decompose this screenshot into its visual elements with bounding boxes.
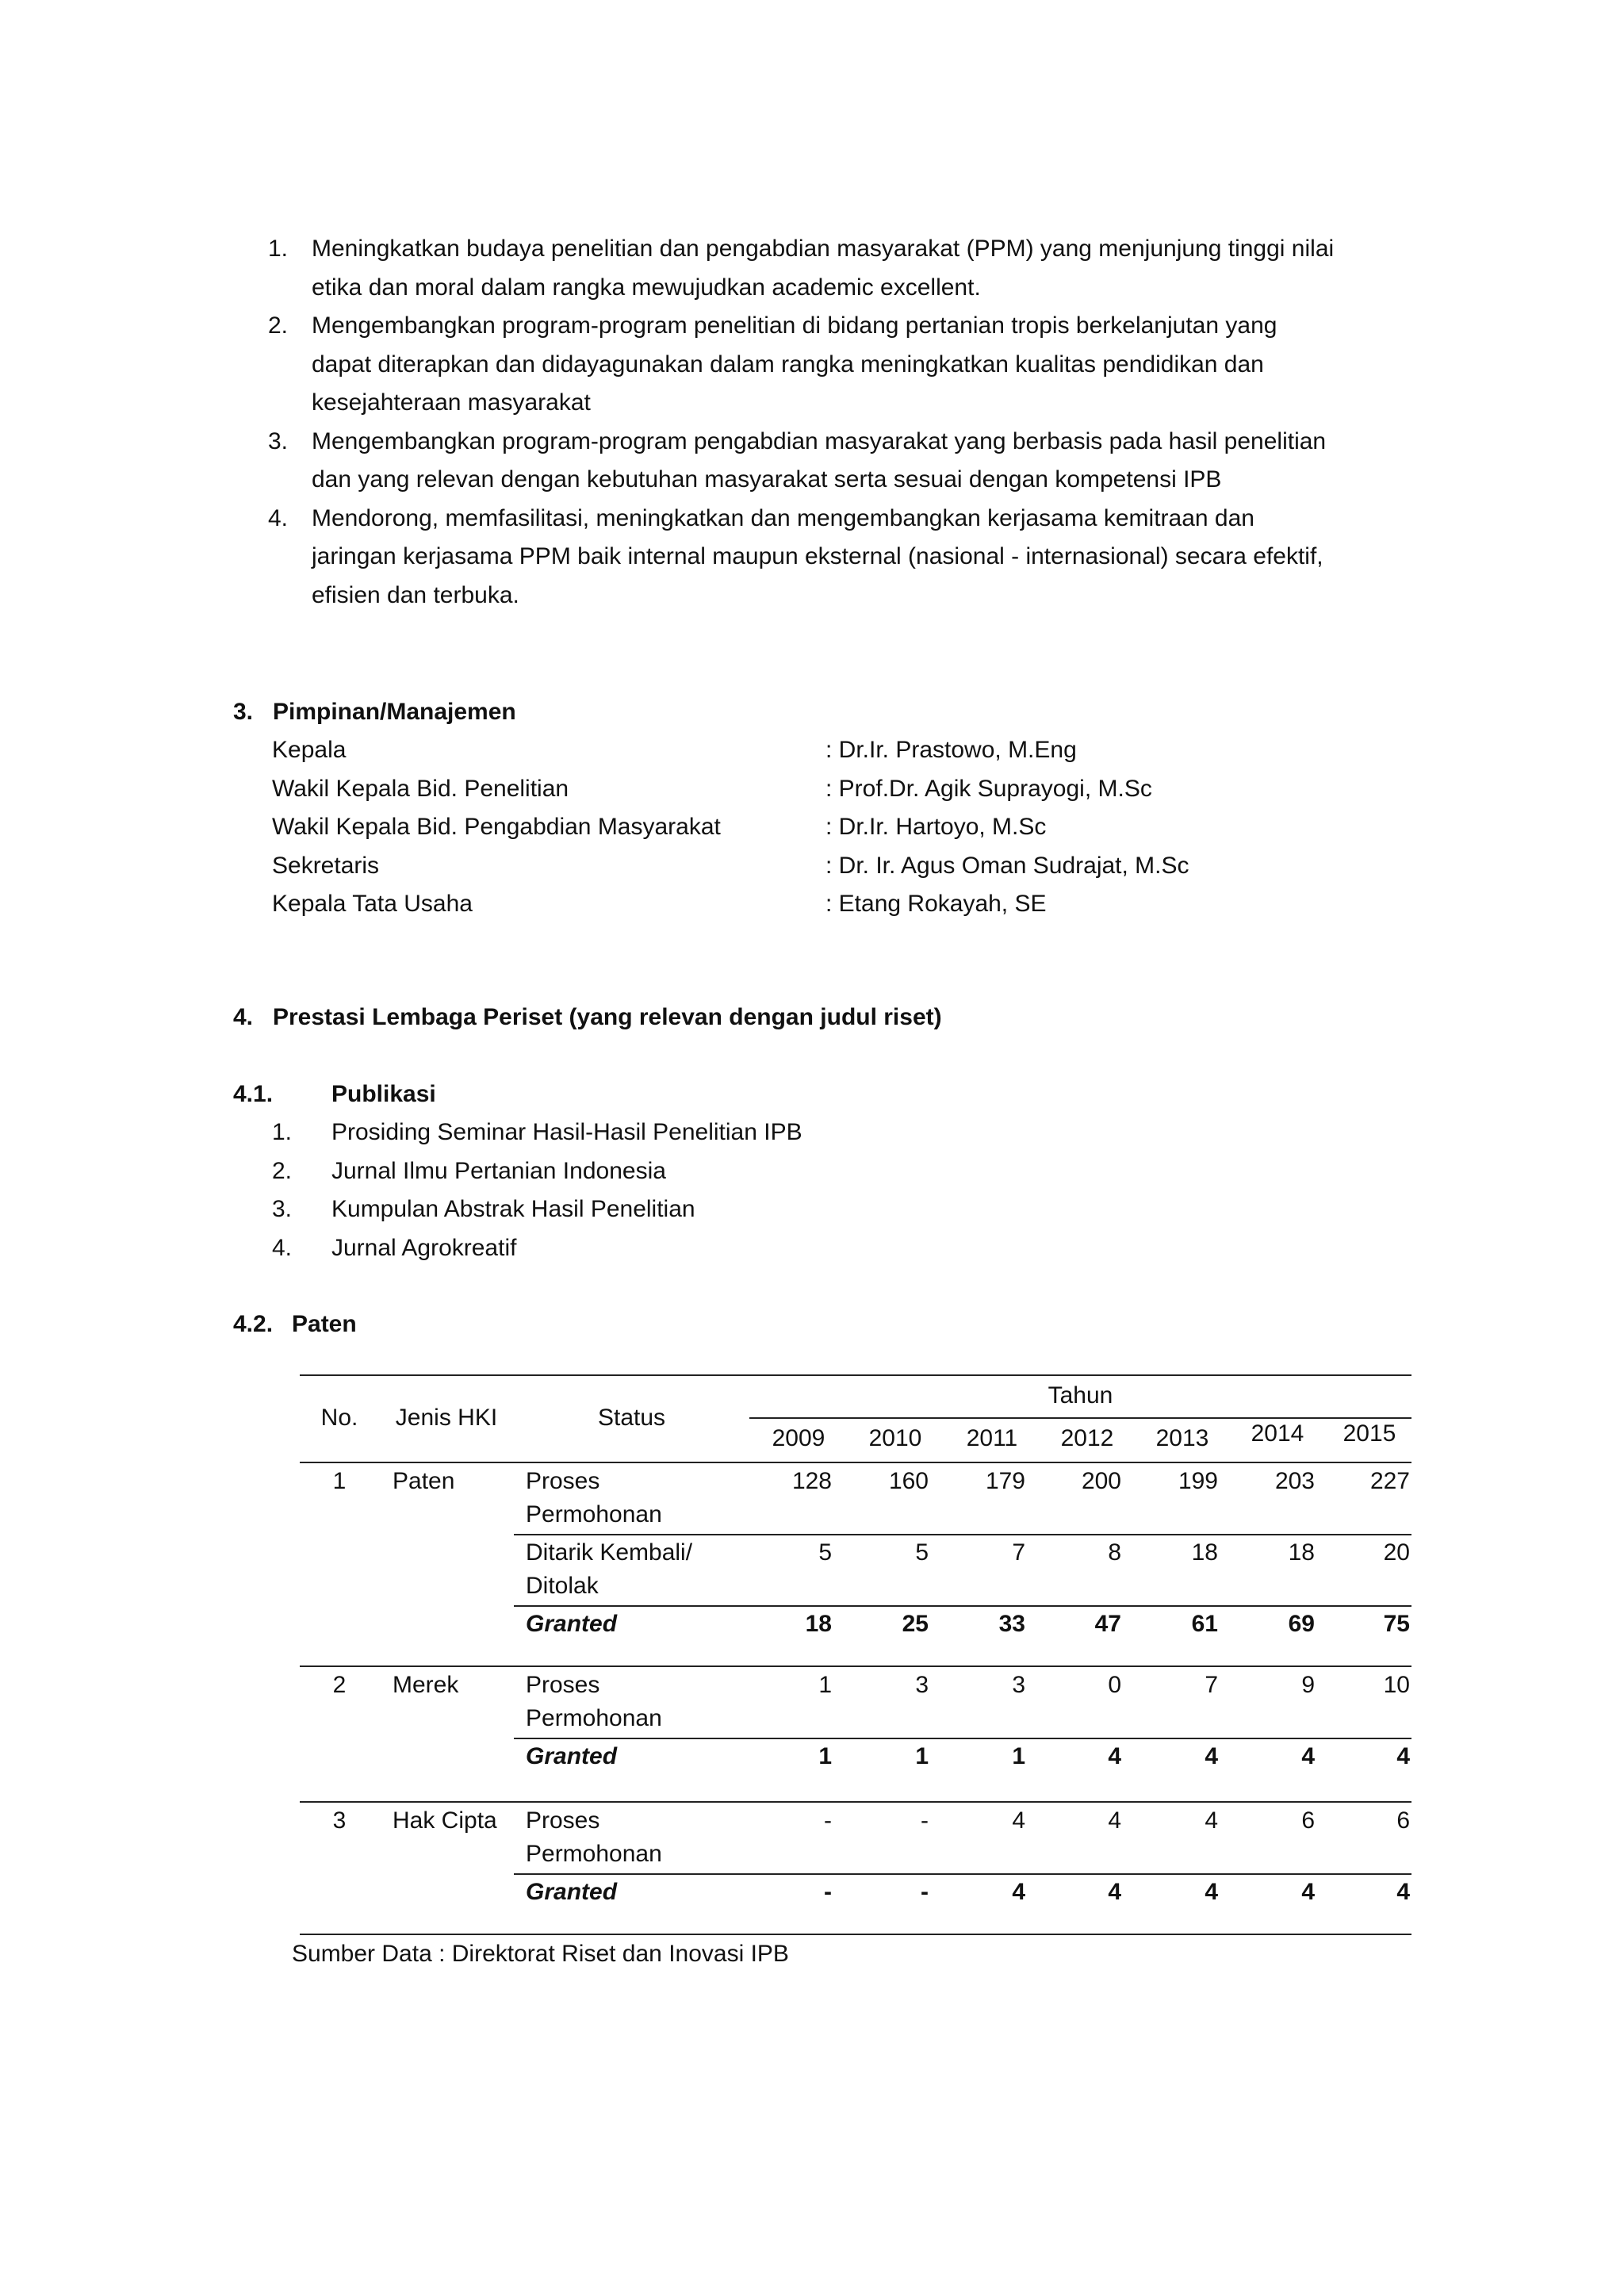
table-cell-value: 61 [1191,1611,1218,1637]
list-item-number: 1. [268,236,289,262]
section-3-title [233,693,516,731]
header-status: Status [597,1405,666,1431]
section-number: 3. [233,699,254,725]
section-4-2-title [233,1305,357,1343]
row-jenis-hki: Paten [393,1468,455,1494]
table-cell-value: 18 [805,1611,832,1637]
status-line: Granted [526,1611,618,1637]
table-cell-value: 6 [1396,1807,1410,1834]
table-cell-value: 4 [1012,1807,1025,1834]
management-row [272,731,1303,770]
status-line: Granted [526,1879,618,1905]
table-cell-value: 1 [818,1743,832,1769]
table-cell-value: 160 [888,1468,929,1494]
list-item-line: Mengembangkan program-program pengabdian masyarakat yang berbasis pada hasil penelitian [312,427,1327,454]
row-separator [514,1534,1411,1535]
header-year: 2013 [1155,1425,1209,1451]
table-cell-value: 7 [1205,1672,1218,1698]
table-cell-value: 4 [1108,1743,1121,1769]
header-tahun: Tahun [1048,1382,1113,1409]
table-cell-value: 4 [1205,1807,1218,1834]
table-cell-value: - [824,1879,832,1905]
table-cell-value: 1 [818,1672,832,1698]
table-cell-value: 20 [1383,1539,1410,1566]
table-cell-value: 3 [915,1672,929,1698]
table-source-note: Sumber Data : Direktorat Riset dan Inovasi IPB [292,1941,789,1967]
status-label [526,1465,662,1531]
management-row [272,847,1303,886]
table-cell-value: 4 [1205,1879,1218,1905]
status-granted [526,1740,617,1773]
table-cell-value: 1 [915,1743,929,1769]
status-line: Ditarik Kembali/ [526,1539,693,1566]
table-cell-value: 25 [902,1611,929,1637]
list-item-line: dapat diterapkan dan didayagunakan dalam rangka meningkatkan kualitas pendidikan dan [312,351,1264,378]
publication-title: Jurnal Agrokreatif [331,1234,517,1261]
status-line: Granted [526,1743,618,1769]
management-role: Kepala [272,737,347,763]
table-cell-value: 199 [1178,1468,1218,1494]
table-cell-value: 69 [1288,1611,1315,1637]
management-role: Wakil Kepala Bid. Pengabdian Masyarakat [272,814,721,840]
table-cell-value: - [921,1807,929,1834]
section-title-text: Paten [292,1311,357,1337]
management-name: : Dr.Ir. Hartoyo, M.Sc [825,814,1047,840]
list-item-line: etika dan moral dalam rangka mewujudkan academic excellent. [312,274,981,301]
status-line: Proses [526,1672,600,1698]
publication-title: Prosiding Seminar Hasil-Hasil Penelitian IPB [331,1119,802,1145]
publication-item [272,1152,802,1191]
table-cell-value: 4 [1301,1743,1315,1769]
management-name: : Etang Rokayah, SE [825,891,1047,917]
list-item [268,423,1394,500]
table-cell-value: 4 [1301,1879,1315,1905]
publication-list [272,1114,802,1267]
list-item-line: jaringan kerjasama PPM baik internal maupun eksternal (nasional - internasional) secara efektif, [312,543,1323,569]
table-cell-value: 4 [1108,1807,1121,1834]
row-jenis-hki: Hak Cipta [393,1807,497,1834]
header-year: 2010 [868,1425,922,1451]
status-label [526,1804,662,1871]
list-item-number: 2. [268,312,289,339]
table-cell-value: 4 [1012,1879,1025,1905]
table-cell-value: 18 [1191,1539,1218,1566]
publication-title: Jurnal Ilmu Pertanian Indonesia [331,1157,666,1184]
list-item-line: dan yang relevan dengan kebutuhan masyarakat serta sesuai dengan kompetensi IPB [312,466,1222,493]
table-cell-value: - [921,1879,929,1905]
status-line: Ditolak [526,1573,599,1599]
header-no: No. [320,1405,358,1431]
table-cell-value: 4 [1205,1743,1218,1769]
row-separator [514,1738,1411,1739]
list-item-line: Meningkatkan budaya penelitian dan pengabdian masyarakat (PPM) yang menjunjung tinggi nilai [312,236,1335,262]
group-separator [300,1801,1411,1803]
mission-list [268,230,1394,615]
list-item [268,500,1394,615]
list-item-line: Mendorong, memfasilitasi, meningkatkan dan mengembangkan kerjasama kemitraan dan [312,504,1254,531]
table-cell-value: 5 [818,1539,832,1566]
table-cell-value: 203 [1274,1468,1315,1494]
publication-number: 4. [272,1234,293,1261]
status-label [526,1669,662,1735]
management-row [272,885,1303,924]
list-item [268,307,1394,423]
management-row [272,770,1303,809]
status-granted [526,1876,617,1909]
table-cell-value: 3 [1012,1672,1025,1698]
table-cell-value: - [824,1807,832,1834]
header-year: 2012 [1060,1425,1114,1451]
section-number: 4.2. [233,1311,274,1337]
status-line: Permohonan [526,1841,662,1867]
section-title-text: Publikasi [331,1081,436,1107]
table-cell-value: 10 [1383,1672,1410,1698]
table-cell-value: 7 [1012,1539,1025,1566]
row-separator [514,1873,1411,1875]
section-title-text: Prestasi Lembaga Periset (yang relevan dengan judul riset) [273,1004,942,1030]
management-name: : Dr.Ir. Prastowo, M.Eng [825,737,1077,763]
status-label [526,1536,692,1603]
publication-number: 1. [272,1119,293,1145]
table-cell-value: 4 [1396,1879,1410,1905]
row-separator [514,1605,1411,1607]
section-number: 4.1. [233,1081,274,1107]
header-year: 2011 [966,1425,1018,1451]
table-cell-value: 128 [791,1468,832,1494]
header-year: 2015 [1342,1420,1396,1447]
table-cell-value: 9 [1301,1672,1315,1698]
section-4-1-title [233,1075,436,1114]
table-cell-value: 4 [1396,1743,1410,1769]
publication-item [272,1114,802,1152]
management-role: Sekretaris [272,852,380,879]
list-item-number: 4. [268,504,289,531]
header-bottom-rule [300,1462,1411,1463]
publication-item [272,1229,802,1268]
table-cell-value: 1 [1012,1743,1025,1769]
section-4-title [233,999,942,1037]
table-cell-value: 179 [985,1468,1025,1494]
status-line: Permohonan [526,1705,662,1731]
table-cell-value: 33 [998,1611,1025,1637]
management-name: : Prof.Dr. Agik Suprayogi, M.Sc [825,775,1152,802]
publication-number: 2. [272,1157,293,1184]
list-item-line: efisien dan terbuka. [312,581,519,608]
table-cell-value: 18 [1288,1539,1315,1566]
status-line: Proses [526,1468,600,1494]
row-number: 1 [332,1468,347,1494]
management-role: Kepala Tata Usaha [272,891,473,917]
publication-title: Kumpulan Abstrak Hasil Penelitian [331,1196,695,1222]
table-cell-value: 5 [915,1539,929,1566]
patent-table [300,1374,1411,1935]
row-number: 3 [332,1807,347,1834]
table-cell-value: 8 [1108,1539,1121,1566]
table-cell-value: 227 [1369,1468,1410,1494]
status-granted [526,1608,617,1641]
status-line: Permohonan [526,1501,662,1527]
list-item-line: kesejahteraan masyarakat [312,389,591,416]
status-line: Proses [526,1807,600,1834]
management-name: : Dr. Ir. Agus Oman Sudrajat, M.Sc [825,852,1189,879]
table-top-rule [300,1374,1411,1376]
table-cell-value: 0 [1108,1672,1121,1698]
section-number: 4. [233,1004,254,1030]
header-jenis-hki: Jenis HKI [395,1405,498,1431]
group-separator [300,1665,1411,1667]
header-year: 2009 [772,1425,825,1451]
management-list [272,731,1303,924]
management-role: Wakil Kepala Bid. Penelitian [272,775,569,802]
header-year: 2014 [1251,1420,1304,1447]
publication-item [272,1190,802,1229]
list-item-number: 3. [268,427,289,454]
table-cell-value: 6 [1301,1807,1315,1834]
list-item [268,230,1394,307]
publication-number: 3. [272,1196,293,1222]
table-cell-value: 75 [1383,1611,1410,1637]
table-cell-value: 4 [1108,1879,1121,1905]
management-row [272,808,1303,847]
list-item-line: Mengembangkan program-program penelitian di bidang pertanian tropis berkelanjutan yang [312,312,1277,339]
row-number: 2 [332,1672,347,1698]
section-title-text: Pimpinan/Manajemen [273,699,516,725]
row-jenis-hki: Merek [393,1672,459,1698]
table-cell-value: 47 [1094,1611,1121,1637]
table-cell-value: 200 [1081,1468,1121,1494]
